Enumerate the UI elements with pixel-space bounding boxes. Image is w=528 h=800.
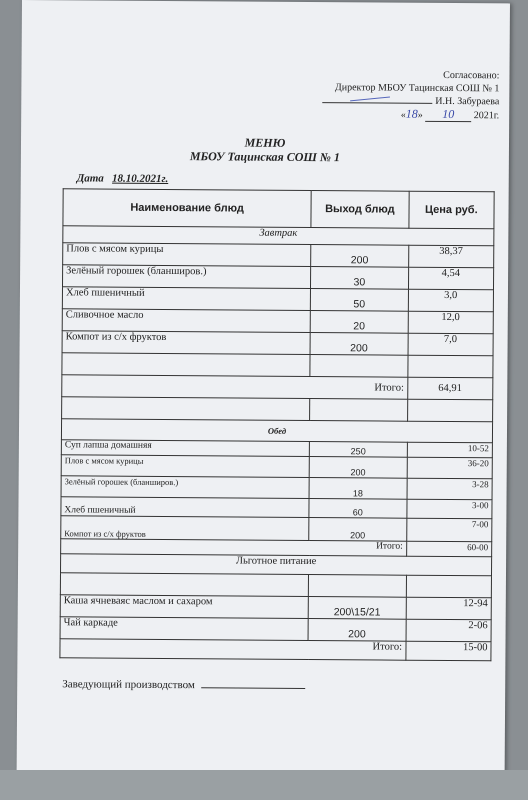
menu-table bbox=[59, 188, 494, 661]
dish-name: Сливочное масло bbox=[62, 309, 310, 333]
dish-price: 38,37 bbox=[408, 245, 494, 268]
dish-price: 3,0 bbox=[408, 289, 494, 312]
background-surface bbox=[0, 770, 528, 800]
dish-price: 3-28 bbox=[407, 478, 493, 500]
approval-day: 18 bbox=[405, 106, 418, 121]
dish-output: 30 bbox=[311, 267, 409, 290]
empty-row bbox=[60, 573, 491, 598]
table-row bbox=[61, 516, 492, 542]
dish-price: 4,54 bbox=[408, 267, 494, 290]
table-row bbox=[62, 331, 493, 356]
breakfast-total-row bbox=[62, 375, 493, 400]
page-subtitle: МБОУ Тацинская СОШ № 1 bbox=[189, 149, 340, 165]
footer-signature-line bbox=[62, 678, 305, 692]
approval-month: 10 bbox=[425, 108, 471, 122]
dish-output: 250 bbox=[309, 442, 407, 458]
dish-name: Суп лапша домашняя bbox=[61, 440, 309, 457]
dish-output: 20 bbox=[310, 311, 408, 334]
document-sheet bbox=[17, 0, 510, 773]
dish-price: 10-52 bbox=[407, 442, 493, 458]
dish-output: 200 bbox=[309, 457, 407, 479]
dish-output: 200 bbox=[309, 518, 407, 542]
dish-price: 12-94 bbox=[406, 597, 492, 620]
page-title: МЕНЮ bbox=[244, 135, 286, 150]
dish-price: 12,0 bbox=[408, 311, 494, 334]
dish-name: Компот из с/х фруктов bbox=[61, 516, 309, 541]
total-value: 64,91 bbox=[407, 377, 493, 400]
approval-year: 2021г. bbox=[473, 110, 500, 122]
table-header-row bbox=[63, 189, 494, 229]
header-dish: Наименование блюд bbox=[63, 189, 311, 228]
approval-position: Директор МБОУ Тацинская СОШ № 1 bbox=[334, 82, 500, 95]
total-label: Итого: bbox=[60, 639, 406, 660]
section-breakfast: Завтрак bbox=[63, 226, 494, 246]
dish-name: Зелёный горошек (бланширов.) bbox=[62, 265, 310, 289]
empty-row bbox=[62, 353, 493, 378]
menu-date bbox=[77, 172, 169, 185]
approval-date-line: «18» 10 2021г. bbox=[400, 106, 500, 122]
dish-name: Хлеб пшеничный bbox=[62, 287, 310, 311]
approval-signer: И.Н. Забураева bbox=[435, 95, 500, 108]
table-row bbox=[62, 309, 493, 334]
dish-price: 36-20 bbox=[407, 457, 493, 479]
table-row bbox=[61, 497, 492, 519]
section-lunch: Обед bbox=[61, 419, 492, 443]
date-value: 18.10.2021г. bbox=[112, 172, 169, 186]
section-benefit: Льготное питание bbox=[61, 554, 492, 576]
total-label: Итого: bbox=[62, 375, 408, 399]
footer-label: Заведующий производством bbox=[62, 678, 195, 692]
dish-name: Плов с мясом курицы bbox=[63, 243, 311, 267]
dish-price: 7,0 bbox=[408, 333, 494, 356]
dish-name: Каша ячневаяс маслом и сахаром bbox=[60, 595, 308, 619]
dish-name: Компот из с/х фруктов bbox=[62, 331, 310, 355]
dish-name: Зелёный горошек (бланширов.) bbox=[61, 476, 309, 499]
approval-block bbox=[299, 68, 499, 122]
dish-output: 200 bbox=[308, 619, 406, 642]
table-row bbox=[62, 287, 493, 312]
dish-price: 3-00 bbox=[406, 499, 492, 519]
dish-price: 2-06 bbox=[406, 619, 492, 642]
table-row bbox=[63, 243, 494, 268]
total-value: 60-00 bbox=[406, 541, 492, 557]
date-label: Дата bbox=[76, 172, 104, 185]
signature-blank bbox=[201, 687, 305, 689]
table-row bbox=[62, 265, 493, 290]
dish-name: Хлеб пшеничный bbox=[61, 497, 309, 518]
dish-price: 7-00 bbox=[406, 518, 492, 542]
dish-output: 18 bbox=[309, 478, 407, 500]
table-row bbox=[60, 617, 491, 642]
total-value: 15-00 bbox=[405, 641, 491, 661]
table-row bbox=[60, 595, 491, 620]
total-label: Итого: bbox=[61, 539, 407, 556]
dish-name: Плов с мясом курицы bbox=[61, 455, 309, 478]
dish-output: 60 bbox=[309, 499, 407, 519]
empty-row bbox=[62, 397, 493, 422]
dish-name: Чай каркаде bbox=[60, 617, 308, 641]
table-row bbox=[61, 455, 492, 479]
dish-output: 50 bbox=[310, 289, 408, 312]
header-price: Цена руб. bbox=[408, 191, 494, 229]
dish-output: 200\15/21 bbox=[308, 597, 406, 620]
approval-signer-line bbox=[299, 94, 499, 108]
benefit-total-row bbox=[60, 639, 491, 661]
approval-heading: Согласовано: bbox=[443, 69, 500, 82]
dish-output: 200 bbox=[310, 333, 408, 356]
table-row bbox=[61, 476, 492, 500]
dish-output: 200 bbox=[311, 245, 409, 268]
header-output: Выход блюд bbox=[311, 191, 409, 229]
